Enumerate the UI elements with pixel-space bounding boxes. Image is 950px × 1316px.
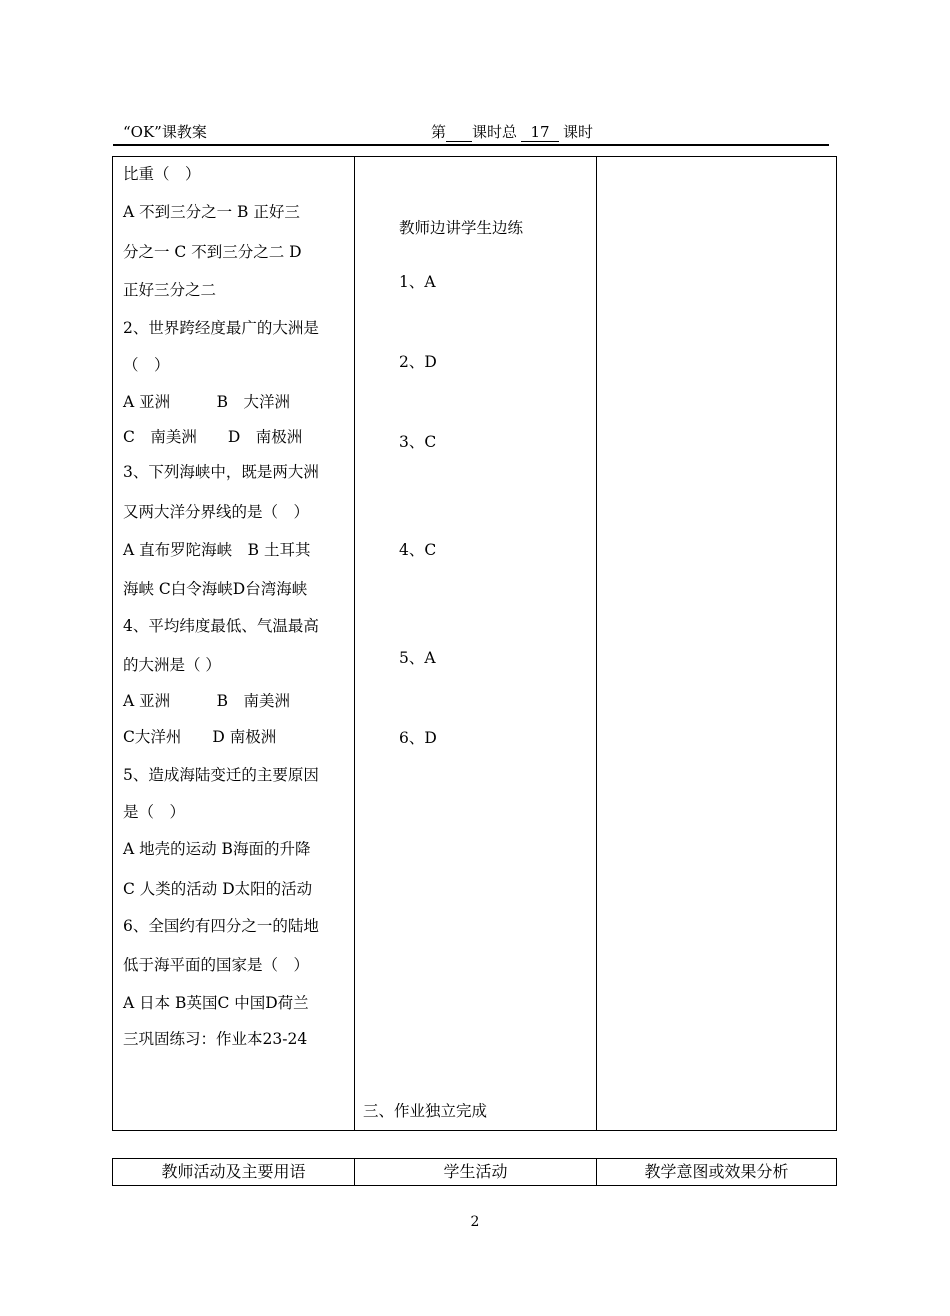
lesson-number-blank xyxy=(446,125,472,142)
text-line: A 亚洲 B 大洋洲 xyxy=(123,393,291,411)
header-student-activity: 学生活动 xyxy=(443,1162,508,1181)
column-header-table xyxy=(112,1158,837,1186)
page-header xyxy=(113,118,829,146)
answer-item: 4、C xyxy=(399,541,437,559)
homework-note: 三、作业独立完成 xyxy=(363,1102,488,1120)
teaching-method: 教师边讲学生边练 xyxy=(399,219,524,237)
lesson-mid: 课时总 xyxy=(472,123,518,141)
text-line: （ ） xyxy=(123,356,170,374)
text-line: 5、造成海陆变迁的主要原因 xyxy=(123,766,319,784)
header-teacher-activity: 教师活动及主要用语 xyxy=(161,1162,306,1181)
text-line: C 南美洲 D 南极洲 xyxy=(123,428,303,446)
text-line: 的大洲是（ ） xyxy=(123,656,221,674)
text-line: A 不到三分之一 B 正好三 xyxy=(123,203,300,221)
column-divider xyxy=(596,157,597,1130)
text-line: 分之一 C 不到三分之二 D xyxy=(123,243,302,261)
text-line: A 直布罗陀海峡 B 土耳其 xyxy=(123,541,311,559)
lesson-suffix: 课时 xyxy=(563,123,594,141)
text-line: 正好三分之二 xyxy=(123,281,217,299)
answer-item: 5、A xyxy=(399,649,436,667)
answer-item: 1、A xyxy=(399,273,436,291)
text-line: C大洋州 D 南极洲 xyxy=(123,728,277,746)
lesson-prefix: 第 xyxy=(431,123,447,141)
text-line: 海峡 C白令海峡D台湾海峡 xyxy=(123,580,308,598)
answer-item: 6、D xyxy=(399,729,437,747)
text-line: A 日本 B英国C 中国D荷兰 xyxy=(123,994,309,1012)
header-intent-analysis: 教学意图或效果分析 xyxy=(644,1162,789,1181)
text-line: 比重（ ） xyxy=(123,165,201,183)
text-line: 三巩固练习：作业本23-24 xyxy=(123,1030,308,1048)
text-line: 又两大洋分界线的是（ ） xyxy=(123,503,310,521)
answer-item: 2、D xyxy=(399,353,437,371)
text-line: C 人类的活动 D太阳的活动 xyxy=(123,880,313,898)
lesson-table xyxy=(112,156,837,1131)
lesson-total: 17 xyxy=(521,123,559,142)
text-line: 4、平均纬度最低、气温最高 xyxy=(123,617,319,635)
text-line: A 亚洲 B 南美洲 xyxy=(123,692,291,710)
text-line: A 地壳的运动 B海面的升降 xyxy=(123,840,311,858)
text-line: 低于海平面的国家是（ ） xyxy=(123,956,310,974)
text-line: 2、世界跨经度最广的大洲是 xyxy=(123,319,319,337)
column-divider xyxy=(354,157,355,1130)
page-number: 2 xyxy=(470,1214,480,1230)
header-title: “OK”课教案 xyxy=(123,123,207,141)
text-line: 6、全国约有四分之一的陆地 xyxy=(123,917,319,935)
answer-item: 3、C xyxy=(399,433,437,451)
text-line: 3、下列海峡中，既是两大洲 xyxy=(123,463,319,481)
text-line: 是（ ） xyxy=(123,803,186,821)
lesson-count xyxy=(431,121,593,142)
